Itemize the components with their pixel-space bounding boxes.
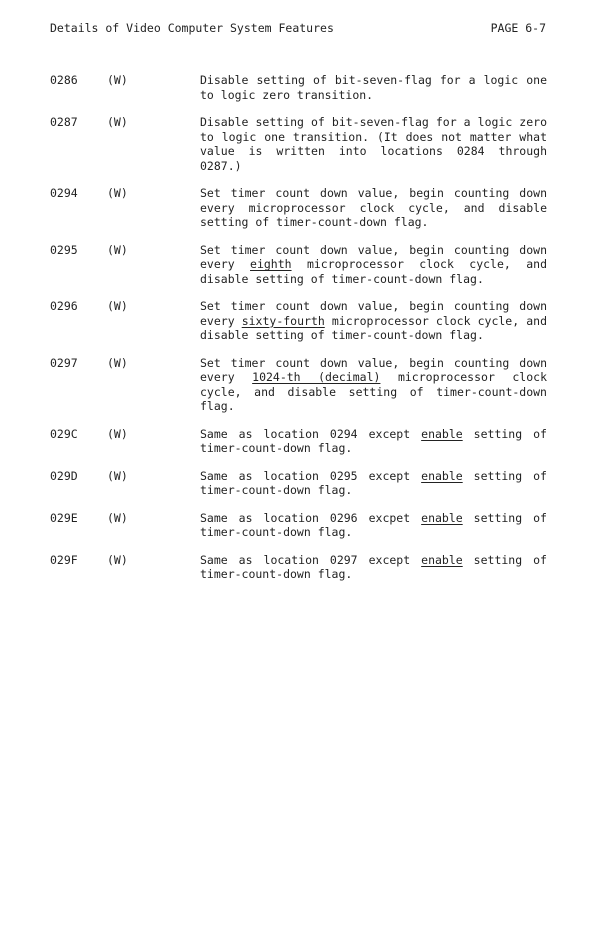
register-address: 0287 <box>50 115 78 129</box>
register-description <box>200 511 547 540</box>
access-mode: (W) <box>107 242 128 257</box>
register-list <box>50 73 547 595</box>
description-text: Set timer count down value, begin counting down every microprocessor clock cycle, and disable setting of timer-count-down flag. <box>200 186 547 229</box>
description-text: setting of timer-count-down flag. <box>200 426 547 455</box>
description-text: Same as location 0295 except <box>200 468 422 483</box>
emphasis-text: eighth <box>250 257 292 271</box>
description-text: setting of timer-count-down flag. <box>200 552 547 581</box>
document-title: Details of Video Computer System Features <box>50 21 334 35</box>
description-text: Same as location 0296 excpet <box>200 510 422 525</box>
register-description <box>200 553 547 582</box>
register-description <box>200 243 547 287</box>
register-address: 0295 <box>50 242 78 257</box>
register-entry <box>50 356 547 414</box>
access-mode: (W) <box>107 426 128 441</box>
description-text: setting of timer-count-down flag. <box>200 510 547 539</box>
register-entry <box>50 469 547 498</box>
access-mode: (W) <box>107 510 128 525</box>
register-address: 029D <box>50 468 78 483</box>
register-description <box>200 356 547 414</box>
description-text: Disable setting of bit-seven-flag for a logic one to logic zero transition. <box>200 73 547 102</box>
access-mode: (W) <box>107 552 128 567</box>
access-mode: (W) <box>107 115 128 129</box>
description-text: microprocessor clock cycle, and disable setting of timer-count-down flag. <box>200 313 547 342</box>
register-entry <box>50 243 547 287</box>
page-header <box>50 20 546 36</box>
emphasis-text: enable <box>421 510 463 525</box>
register-description <box>200 469 547 498</box>
register-address: 029E <box>50 510 78 525</box>
register-address: 0286 <box>50 73 78 87</box>
access-mode: (W) <box>107 186 128 200</box>
register-entry <box>50 553 547 582</box>
access-mode: (W) <box>107 468 128 483</box>
register-description <box>200 427 547 456</box>
register-description <box>200 73 547 102</box>
description-text: setting of timer-count-down flag. <box>200 468 547 497</box>
description-text: Set timer count down value, begin counting down every <box>200 299 547 328</box>
emphasis-text: enable <box>421 468 463 483</box>
register-description <box>200 186 547 230</box>
register-entry <box>50 73 547 102</box>
register-description <box>200 299 547 343</box>
register-address: 0296 <box>50 299 78 313</box>
register-address: 0297 <box>50 355 78 370</box>
emphasis-text: 1024-th (decimal) <box>252 370 381 384</box>
emphasis-text: enable <box>421 552 463 567</box>
register-address: 029C <box>50 426 78 441</box>
register-entry <box>50 299 547 343</box>
register-entry <box>50 427 547 456</box>
description-text: Same as location 0294 except <box>200 426 422 441</box>
access-mode: (W) <box>107 355 128 370</box>
page-number: PAGE 6-7 <box>490 21 546 35</box>
description-text: microprocessor clock cycle, and disable setting of timer-count-down flag. <box>200 370 548 413</box>
emphasis-text: enable <box>421 426 463 441</box>
register-address: 029F <box>50 552 78 567</box>
description-text: Set timer count down value, begin counting down every <box>200 242 547 271</box>
register-description <box>200 115 547 173</box>
access-mode: (W) <box>107 299 128 313</box>
register-entry <box>50 186 547 230</box>
register-entry <box>50 115 547 173</box>
register-address: 0294 <box>50 186 78 200</box>
description-text: Same as location 0297 except <box>200 552 422 567</box>
description-text: Disable setting of bit-seven-flag for a logic zero to logic one transition. (It does not matter what value is written into locations 0284 through 0287.) <box>200 115 547 173</box>
description-text: Set timer count down value, begin counting down every <box>200 355 547 384</box>
description-text: microprocessor clock cycle, and disable setting of timer-count-down flag. <box>200 257 547 286</box>
access-mode: (W) <box>107 73 128 87</box>
emphasis-text: sixty-fourth <box>241 313 325 328</box>
register-entry <box>50 511 547 540</box>
